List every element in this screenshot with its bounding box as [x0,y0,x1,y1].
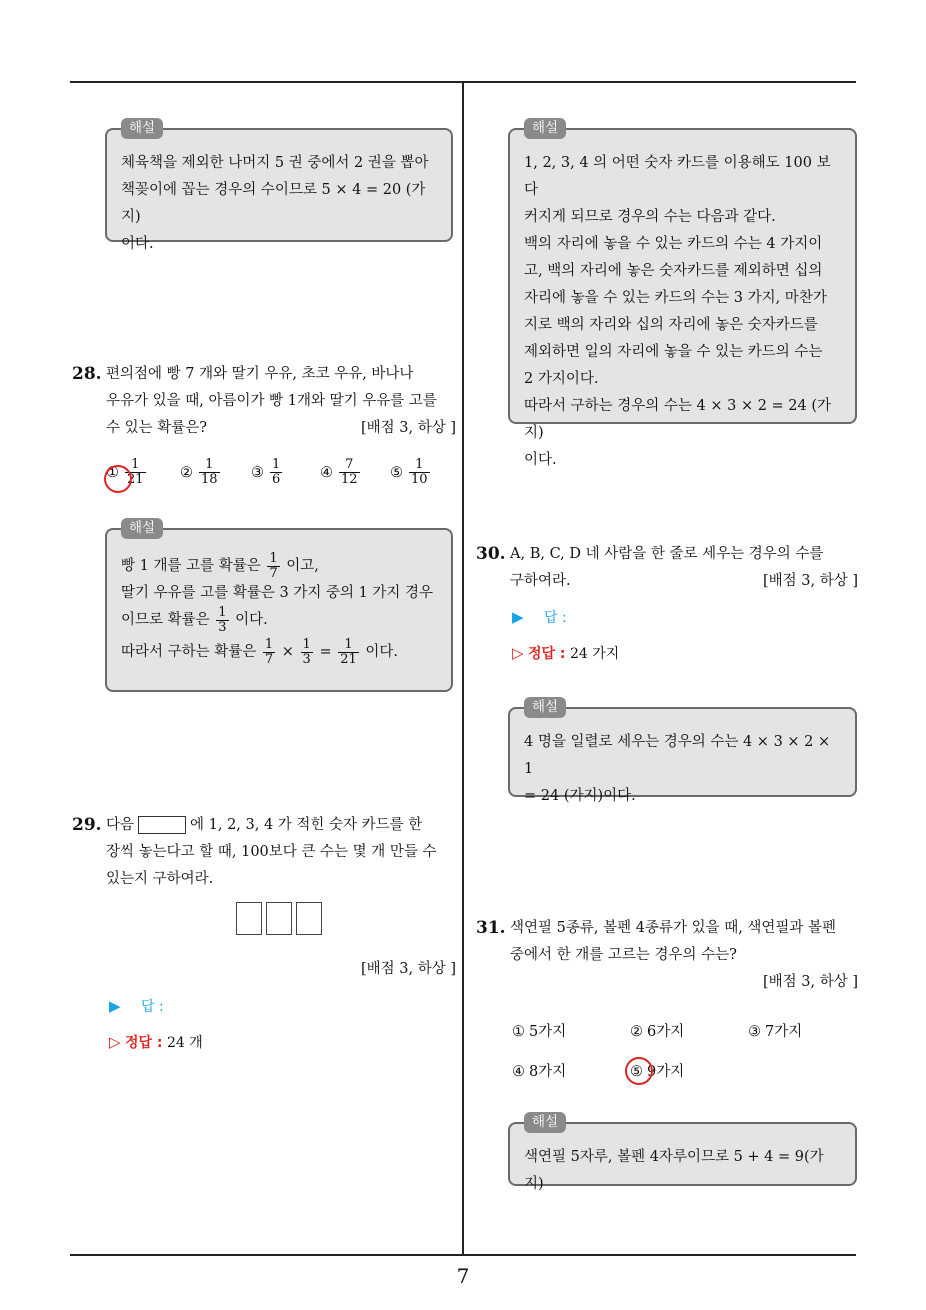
question-line: 장씩 놓는다고 할 때, 100보다 큰 수는 몇 개 만들 수 [106,844,437,860]
correct-value: 24 개 [166,1035,203,1051]
bottom-rule [70,1254,856,1256]
correct-answer-row [109,1032,203,1052]
column-divider [462,83,464,1255]
choice-4[interactable]: ④ 8가지 [512,1064,567,1080]
explanation-tag: 해설 [524,1112,566,1133]
card-slot-ones [296,902,322,935]
blank-box [138,816,186,834]
choices-31 [512,1020,852,1090]
choice-1[interactable]: ① 5가지 [512,1024,567,1040]
question-line: 편의점에 빵 7 개와 딸기 우유, 초코 우유, 바나나 [106,366,414,382]
choices-28 [106,458,456,498]
explanation-box-27 [105,120,453,252]
fraction: $\frac{1}{21}$ [340,636,357,667]
question-28 [72,361,456,442]
card-slot-tens [266,902,292,935]
question-line: 있는지 구하여라. [106,871,214,887]
answer-label: 답 : [141,999,164,1015]
explanation-box-28 [105,520,453,692]
question-30 [476,541,858,595]
card-slot-hundreds [236,902,262,935]
question-line: 우유가 있을 때, 아름이가 빵 1개와 딸기 우유를 고를 [106,393,437,409]
explanation-line: 4 명을 일렬로 세우는 경우의 수는 4 × 3 × 2 × 1 [524,734,831,777]
selected-answer-circle [104,465,132,493]
explanation-line: 따라서 구하는 경우의 수는 4 × 3 × 2 = 24 (가지) [524,398,832,441]
score-label: [배점 3, 하상 ] [360,961,456,977]
fraction: $\frac{1}{3}$ [218,604,227,635]
question-line: 중에서 한 개를 고르는 경우의 수는? [510,947,737,963]
explanation-line: 커지게 되므로 경우의 수는 다음과 같다. [524,209,776,225]
explanation-line: 딸기 우유를 고를 확률은 3 가지 중의 1 가지 경우 [121,585,434,601]
explanation-tag: 해설 [524,118,566,139]
explanation-line: 2 가지이다. [524,371,599,387]
choice-2[interactable]: ② 6가지 [630,1024,685,1040]
explanation-box-29 [508,120,857,468]
question-number: 28. [72,364,102,384]
explanation-line: 이다. [524,452,557,468]
choice-3[interactable]: ③ $\frac{1}{6}$ [251,457,281,487]
answer-row [109,996,164,1016]
question-29 [72,812,456,893]
explanation-line: 지로 백의 자리와 십의 자리에 놓은 숫자카드를 [524,317,818,333]
question-line: 다음 에 1, 2, 3, 4 가 적힌 숫자 카드를 한 [106,817,423,833]
explanation-line: 백의 자리에 놓을 수 있는 카드의 수는 4 가지이 [524,236,823,252]
explanation-line: 이다. [121,236,154,252]
fraction: $\frac{1}{7}$ [269,550,278,581]
question-number: 31. [476,918,506,938]
question-line: 수 있는 확률은? [106,420,208,436]
explanation-line: 색연필 5자루, 볼펜 4자루이므로 5 + 4 = 9(가지) [524,1149,824,1192]
question-number: 29. [72,815,102,835]
explanation-line: = 24 (가지)이다. [524,788,636,804]
play-arrow-icon: ▶ [512,608,524,626]
explanation-tag: 해설 [121,518,163,539]
correct-answer-row [512,643,619,663]
explanation-line: 이므로 확률은 $\frac{1}{3}$ 이다. [121,604,268,635]
explanation-tag: 해설 [121,118,163,139]
correct-label: 정답 : [125,1035,163,1051]
question-number: 30. [476,544,506,564]
question-line: 색연필 5종류, 볼펜 4종류가 있을 때, 색연필과 볼펜 [510,920,837,936]
choice-5[interactable]: ⑤ 9가지 [630,1064,685,1080]
fraction: $\frac{1}{3}$ [302,636,311,667]
outline-triangle-icon: ▷ [109,1033,121,1051]
explanation-box-30 [508,699,857,804]
choice-3[interactable]: ③ 7가지 [748,1024,803,1040]
explanation-line: 자리에 놓을 수 있는 카드의 수는 3 가지, 마찬가 [524,290,827,306]
question-line: A, B, C, D 네 사람을 한 줄로 세우는 경우의 수를 [510,546,824,562]
selected-answer-circle [625,1057,653,1085]
explanation-line: 따라서 구하는 확률은 $\frac{1}{7}$ × $\frac{1}{3}$ = $\frac{1}{21}$ 이다. [121,636,398,667]
explanation-box-31 [508,1114,857,1192]
explanation-line: 1, 2, 3, 4 의 어떤 숫자 카드를 이용해도 100 보다 [524,155,831,198]
question-31 [476,915,858,996]
score-label: [배점 3, 하상 ] [762,573,858,589]
choice-5[interactable]: ⑤ $\frac{1}{10}$ [390,457,428,487]
question-line: 구하여라. [510,573,571,589]
explanation-line: 책꽂이에 꼽는 경우의 수이므로 5 × 4 = 20 (가지) [121,182,426,225]
score-label: [배점 3, 하상 ] [762,974,858,990]
answer-label: 답 : [544,610,567,626]
explanation-tag: 해설 [524,697,566,718]
choice-2[interactable]: ② $\frac{1}{18}$ [180,457,218,487]
explanation-line: 빵 1 개를 고를 확률은 $\frac{1}{7}$ 이고, [121,550,319,581]
score-label: [배점 3, 하상 ] [360,420,456,436]
choice-1[interactable]: ① $\frac{1}{21}$ [106,457,144,487]
page-number: 7 [456,1264,470,1288]
explanation-line: 제외하면 일의 자리에 놓을 수 있는 카드의 수는 [524,344,823,360]
play-arrow-icon: ▶ [109,997,121,1015]
answer-row [512,607,567,627]
fraction: $\frac{1}{7}$ [264,636,274,667]
correct-value: 24 가지 [569,646,620,662]
choice-4[interactable]: ④ $\frac{7}{12}$ [320,457,358,487]
outline-triangle-icon: ▷ [512,644,524,662]
explanation-line: 고, 백의 자리에 놓은 숫자카드를 제외하면 십의 [524,263,823,279]
correct-label: 정답 : [528,646,566,662]
explanation-line: 체육책을 제외한 나머지 5 권 중에서 2 권을 뽑아 [121,155,429,171]
